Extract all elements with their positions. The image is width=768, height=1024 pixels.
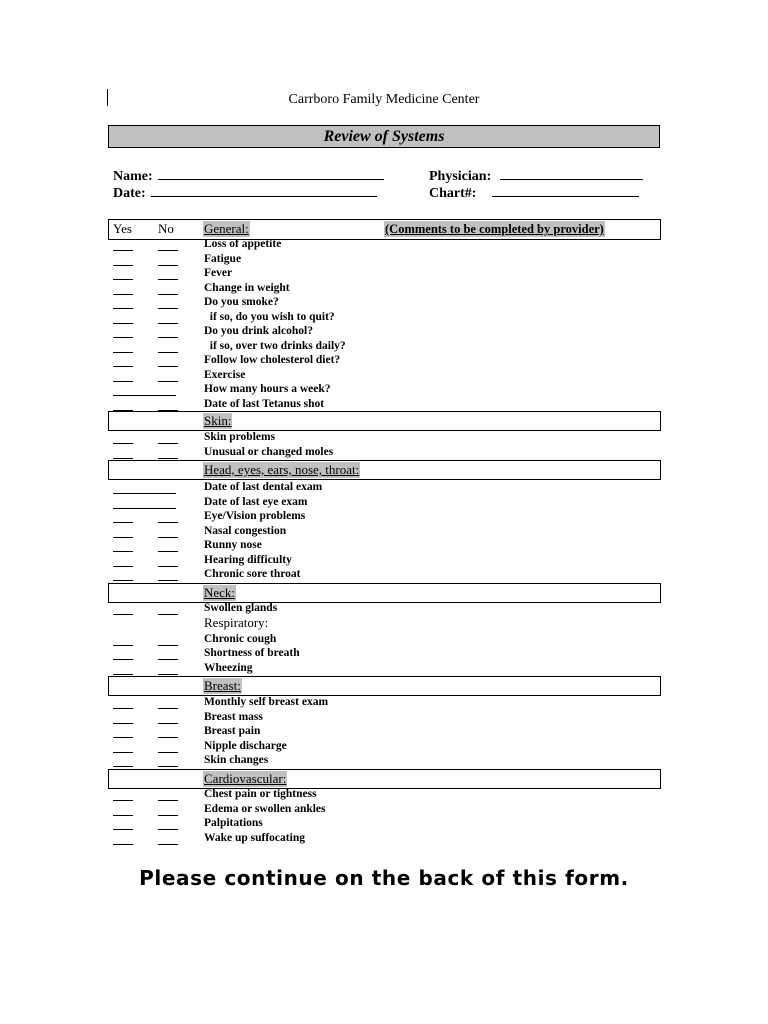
checklist-item: Skin changes (204, 754, 269, 766)
section-header-2 (108, 460, 661, 480)
yes-answer-blank[interactable] (113, 566, 133, 567)
no-answer-blank[interactable] (158, 366, 178, 367)
no-answer-blank[interactable] (158, 815, 178, 816)
no-answer-blank[interactable] (158, 551, 178, 552)
yes-answer-blank[interactable] (113, 265, 133, 266)
checklist-item: Chest pain or tightness (204, 788, 317, 800)
section-header-4 (108, 676, 661, 696)
yes-answer-blank[interactable] (113, 551, 133, 552)
checklist-item: Do you drink alcohol? (204, 325, 313, 337)
no-answer-blank[interactable] (158, 337, 178, 338)
no-answer-blank[interactable] (158, 458, 178, 459)
yes-column-header: Yes (113, 221, 132, 236)
checklist-item: if so, over two drinks daily? (204, 339, 346, 352)
checklist-item: Hearing difficulty (204, 553, 292, 566)
section-header-5 (108, 769, 661, 789)
checklist-item: Palpitations (204, 817, 263, 829)
date-label: Date: (113, 186, 146, 201)
no-answer-blank[interactable] (158, 737, 178, 738)
yes-answer-blank[interactable] (113, 829, 133, 830)
physician-field (429, 167, 643, 185)
no-answer-blank[interactable] (158, 723, 178, 724)
checklist-item: Date of last Tetanus shot (204, 397, 325, 410)
no-answer-blank[interactable] (158, 381, 178, 382)
no-answer-blank[interactable] (158, 766, 178, 767)
yes-answer-blank[interactable] (113, 294, 133, 295)
answer-blank[interactable] (113, 493, 176, 494)
checklist-item: Breast pain (204, 725, 261, 737)
no-answer-blank[interactable] (158, 265, 178, 266)
section-label: Cardiovascular: (204, 771, 287, 786)
chart-field (429, 184, 639, 202)
checklist-item: Unusual or changed moles (204, 445, 334, 458)
yes-answer-blank[interactable] (113, 674, 133, 675)
yes-answer-blank[interactable] (113, 800, 133, 801)
checklist-item: Date of last dental exam (204, 481, 323, 493)
yes-answer-blank[interactable] (113, 659, 133, 660)
no-answer-blank[interactable] (158, 294, 178, 295)
yes-answer-blank[interactable] (113, 708, 133, 709)
checklist-item: Wheezing (204, 661, 253, 674)
answer-blank[interactable] (113, 508, 176, 509)
checklist-item: Fever (204, 267, 233, 279)
yes-answer-blank[interactable] (113, 752, 133, 753)
checklist-item: Swollen glands (204, 602, 278, 614)
checklist-item: Nasal congestion (204, 524, 287, 537)
checklist-item: How many hours a week? (204, 383, 331, 395)
yes-answer-blank[interactable] (113, 815, 133, 816)
no-answer-blank[interactable] (158, 279, 178, 280)
physician-label: Physician: (429, 169, 492, 184)
yes-answer-blank[interactable] (113, 844, 133, 845)
section-header-1 (108, 411, 661, 431)
yes-answer-blank[interactable] (113, 522, 133, 523)
no-answer-blank[interactable] (158, 614, 178, 615)
chart-input-line[interactable] (492, 184, 639, 197)
checklist-item: if so, do you wish to quit? (204, 310, 335, 323)
section-header-0 (108, 219, 661, 240)
section-header-3 (108, 583, 661, 603)
checklist-item: Loss of appetite (204, 238, 282, 250)
yes-answer-blank[interactable] (113, 381, 133, 382)
chart-label: Chart#: (429, 186, 477, 201)
checklist-item: Fatigue (204, 252, 242, 265)
name-input-line[interactable] (158, 167, 384, 180)
section-label: Breast: (204, 678, 241, 693)
yes-answer-blank[interactable] (113, 443, 133, 444)
yes-answer-blank[interactable] (113, 352, 133, 353)
form-title: Review of Systems (108, 125, 660, 148)
checklist-item: Shortness of breath (204, 647, 300, 659)
checklist-item: Follow low cholesterol diet? (204, 354, 341, 366)
no-answer-blank[interactable] (158, 522, 178, 523)
checklist-item: Do you smoke? (204, 296, 279, 308)
no-answer-blank[interactable] (158, 829, 178, 830)
no-column-header: No (158, 221, 174, 236)
no-answer-blank[interactable] (158, 752, 178, 753)
yes-answer-blank[interactable] (113, 580, 133, 581)
no-answer-blank[interactable] (158, 308, 178, 309)
subsection-label: Respiratory: (204, 614, 269, 630)
clinic-name: Carrboro Family Medicine Center (288, 92, 480, 107)
no-answer-blank[interactable] (158, 566, 178, 567)
answer-blank[interactable] (113, 395, 176, 396)
physician-input-line[interactable] (500, 167, 643, 180)
no-answer-blank[interactable] (158, 352, 178, 353)
checklist-item: Eye/Vision problems (204, 510, 306, 522)
checklist-item: Monthly self breast exam (204, 696, 329, 708)
section-label: Neck: (204, 585, 236, 600)
no-answer-blank[interactable] (158, 443, 178, 444)
checklist-item: Skin problems (204, 431, 276, 443)
checklist-item: Chronic cough (204, 632, 277, 645)
yes-answer-blank[interactable] (113, 366, 133, 367)
no-answer-blank[interactable] (158, 323, 178, 324)
date-field (113, 184, 377, 202)
checklist-item: Edema or swollen ankles (204, 802, 326, 815)
yes-answer-blank[interactable] (113, 250, 133, 251)
section-label: Head, eyes, ears, nose, throat: (204, 462, 360, 477)
checklist-item: Breast mass (204, 710, 263, 723)
yes-answer-blank[interactable] (113, 308, 133, 309)
section-label: Skin: (204, 413, 232, 428)
yes-answer-blank[interactable] (113, 337, 133, 338)
no-answer-blank[interactable] (158, 537, 178, 538)
yes-answer-blank[interactable] (113, 723, 133, 724)
no-answer-blank[interactable] (158, 708, 178, 709)
checklist-item: Wake up suffocating (204, 831, 305, 844)
checklist-item: Runny nose (204, 539, 262, 551)
no-answer-blank[interactable] (158, 674, 178, 675)
checklist-item: Date of last eye exam (204, 495, 308, 508)
name-field (113, 167, 384, 185)
yes-answer-blank[interactable] (113, 614, 133, 615)
no-answer-blank[interactable] (158, 645, 178, 646)
yes-answer-blank[interactable] (113, 737, 133, 738)
yes-answer-blank[interactable] (113, 537, 133, 538)
no-answer-blank[interactable] (158, 800, 178, 801)
checklist-item: Change in weight (204, 281, 290, 294)
yes-answer-blank[interactable] (113, 766, 133, 767)
checklist-item: Chronic sore throat (204, 568, 301, 580)
footer-note: Please continue on the back of this form. (139, 866, 629, 890)
comments-column-header: (Comments to be completed by provider) (385, 222, 604, 236)
date-input-line[interactable] (151, 184, 377, 197)
no-answer-blank[interactable] (158, 250, 178, 251)
yes-answer-blank[interactable] (113, 279, 133, 280)
section-label: General: (204, 221, 249, 236)
yes-answer-blank[interactable] (113, 645, 133, 646)
yes-answer-blank[interactable] (113, 323, 133, 324)
no-answer-blank[interactable] (158, 659, 178, 660)
checklist-item: Nipple discharge (204, 739, 287, 752)
yes-answer-blank[interactable] (113, 458, 133, 459)
name-label: Name: (113, 169, 153, 184)
no-answer-blank[interactable] (158, 844, 178, 845)
no-answer-blank[interactable] (158, 580, 178, 581)
checklist-item: Exercise (204, 368, 246, 381)
